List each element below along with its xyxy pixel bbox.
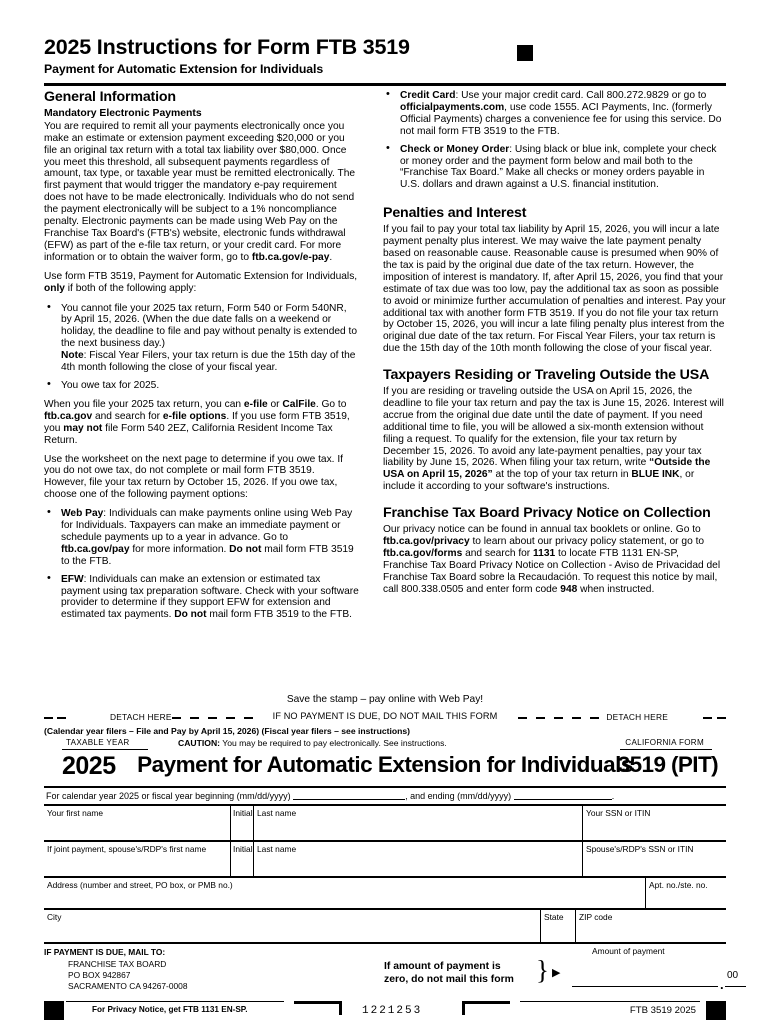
page-title: 2025 Instructions for Form FTB 3519 [44,35,410,59]
form-year: 2025 [62,752,116,780]
address-row[interactable] [44,876,726,908]
divider [253,842,254,876]
initial-label: Initial [233,808,253,818]
credit-card-text-2: , use code 1555. ACI Payments, Inc. (formerly Official Payments) charges a convenience fee for using this service. Do not mail form FTB 3519 to the FTB. [400,101,722,137]
may-not-bold: may not [63,422,103,434]
right-column [383,90,726,603]
eligibility-bullet-list [44,303,359,392]
address-label: Address (number and street, PO box, or PMB no.) [47,880,233,890]
webpay-text-3: mail form FTB 3519 to the FTB. [61,543,354,567]
taxable-year-underline [62,749,148,750]
detach-here-row [44,710,726,722]
fiscal-year-line [44,788,726,804]
decimal-point: . [720,977,724,992]
donot-bold-webpay: Do not [229,543,262,555]
taxable-year-label: TAXABLE YEAR [66,738,130,747]
last-name-label: Last name [257,808,297,818]
fiscal-year-end-label: , and ending (mm/dd/yyyy) [405,791,512,801]
california-form-label: CALIFORNIA FORM [625,738,704,747]
divider [582,806,583,840]
privacy-note-rule [66,1001,284,1002]
efile-text-2: or [267,398,283,410]
credit-card-label: Credit Card [400,90,456,101]
ftb-link-bold: ftb.ca.gov [44,410,93,422]
privacy-text-2: to learn about our privacy policy statement, or go to [469,536,705,547]
save-the-stamp-note: Save the stamp – pay online with Web Pay! [286,694,484,705]
list-item [44,380,359,392]
epay-link: ftb.ca.gov/e-pay [251,251,330,263]
check-money-order-label: Check or Money Order [400,143,510,155]
cents-underline [725,986,746,987]
name-row-1[interactable] [44,804,726,840]
form-number: 3519 (PIT) [617,752,718,777]
privacy-text-4: to locate FTB 1131 EN-SP, Franchise Tax Board Privacy Notice on Collection - Aviso de Privacidad del Franchise Tax Board sobre la Recaudación. To request this notice by mail, call 800.338.0505 and enter form code [383,547,721,595]
zero-note-line-1: If amount of payment is [384,961,501,972]
black-block-right-icon [706,1001,726,1020]
caution-row [44,737,726,750]
registration-corner-mark-right-icon [462,1001,510,1015]
efile-text-6: file Form 540 2EZ, California Resident Income Tax Return. [44,422,333,446]
efile-text-5: . If you use form FTB 3519, you [44,410,350,434]
paragraph-outside-usa [383,386,726,493]
fiscal-year-begin-label: For calendar year 2025 or fiscal year beginning (mm/dd/yyyy) [46,791,291,801]
privacy-text-3: and search for [462,547,534,559]
right-triangle-arrow-icon: ▶ [552,967,561,979]
detach-here-left-label: DETACH HERE [110,712,172,722]
city-state-zip-row[interactable] [44,908,726,942]
note-text: : Fiscal Year Filers, your tax return is due the 15th day of the 4th month following the close of your fiscal year. [61,350,356,374]
detach-here-right-label: DETACH HERE [606,712,668,722]
paragraph-worksheet: Use the worksheet on the next page to determine if you owe tax. If you do not owe tax, do not complete or mail form FTB 3519. However, file your tax return by October 15, 2026. If you owe tax, choose one of the following payment options: [44,453,344,501]
city-label: City [47,912,62,922]
payment-options-bullet-list-continued [383,90,726,191]
outside-usa-quote-bold: “Outside the USA on April 15, 2026” [383,457,711,481]
state-label: State [544,912,564,922]
divider [230,842,231,876]
black-square-marker-icon [517,45,533,61]
document-header [44,36,726,76]
name-row-2-spouse[interactable] [44,840,726,876]
efw-text-1: : Individuals can make an extension or estimated tax payment using tax preparation software. Check with your software provider to determine if they support EFW for extension and estimated tax payments. [61,573,359,621]
use-form-text: Use form FTB 3519, Payment for Automatic Extension for Individuals, [44,270,358,282]
list-item [383,144,726,192]
subheading-mandatory-electronic-payments: Mandatory Electronic Payments [44,107,202,119]
page-subtitle: Payment for Automatic Extension for Individuals [44,62,324,77]
outside-usa-text-3: , or include it according to your software's instructions. [383,469,695,493]
bullet-cannot-file-text: You cannot file your 2025 tax return, Form 540 or Form 540NR, by April 15, 2026. (When the due date falls on a weekend or holiday, the deadline to file and pay without penalty is extended to the next business day.) [61,302,358,350]
your-first-name-label: Your first name [47,808,104,818]
paragraph-penalties-and-interest: If you fail to pay your total tax liability by April 15, 2026, you will incur a late payment penalty plus interest. We may waive the late payment penalty based on reasonable cause. Reasonable cause is presumed when 90% of the tax is paid by the original due date of the tax return. However, the imposition of interest is mandatory. If, after April 15, 2026, you find that your estimate of tax due was too low, pay the additional tax as soon as possible to avoid or minimize further accumulation of penalties and interest. Pay your additional tax with another form FTB 3519. If you do not file your tax return by October 15, 2026, you will incur a late filing penalty plus interest from the original due date of the tax return. For Fiscal Year Filers, your tax return is due the 15th day of the 10th month following the close of your fiscal year. [383,224,726,355]
efile-text-1: When you file your 2025 tax return, you can [44,398,244,410]
black-block-left-icon [44,1001,64,1020]
caution-notice [178,738,447,748]
efw-label: EFW [61,573,84,585]
paragraph-privacy-notice [383,524,726,595]
efw-text-2: mail form FTB 3519 to the FTB. [206,609,353,621]
no-payment-due-notice: IF NO PAYMENT IS DUE, DO NOT MAIL THIS FORM [272,711,498,721]
privacy-text-5: when instructed. [577,583,655,595]
section-heading-outside-usa: Taxpayers Residing or Traveling Outside the USA [383,367,710,384]
privacy-text-1: Our privacy notice can be found in annual tax booklets or online. Go to [383,524,701,536]
privacy-link-1: ftb.ca.gov/privacy [383,536,470,547]
zip-label: ZIP code [579,912,613,922]
form-footer-rule [520,1001,700,1002]
spouse-first-name-label: If joint payment, spouse's/RDP's first name [47,844,207,854]
your-ssn-label: Your SSN or ITIN [586,808,651,818]
section-heading-general-information: General Information [44,89,176,105]
webpay-text-1: : Individuals can make payments online using Web Pay for Individuals. Taxpayers can make an immediate payment or schedule payments up to a year in advance. Go to [61,508,353,543]
divider [575,910,576,942]
amount-of-payment-label: Amount of payment [592,946,665,956]
divider [230,806,231,840]
amount-of-payment-input[interactable] [572,986,718,987]
form-1131-bold: 1131 [533,547,556,559]
spouse-ssn-label: Spouse's/RDP's SSN or ITIN [586,844,694,854]
donot-bold-efw: Do not [174,609,207,621]
zero-note-line-2: zero, do not mail this form [384,974,514,985]
webpay-text-2: for more information. [129,543,230,555]
use-form-text-cont: if both of the following apply: [64,282,197,294]
mandatory-epay-text: You are required to remit all your payments electronically once you make an estimate or extension payment exceeding $20,000 or you file an original tax return with a total tax liability over $80,000. Once you meet this threshold, all subsequent payments regardless of amount, tax type, or taxable year must be remitted electronically. The first payment that would trigger the mandatory e-pay requirement does not have to be made electronically. Individuals who do not send the payment electronically will be subject to a 1% noncompliance penalty. Electronic payments can be made using Web Pay on the Franchise Tax Board's (FTB's) website, electronic funds withdrawal (EFW) as part of the e-file tax return, or your credit card. For more information or to obtain the waiver form, go to [44,120,356,263]
payment-options-bullet-list [44,508,359,621]
paragraph-mandatory-epay [44,121,359,264]
form-title: Payment for Automatic Extension for Individuals [137,752,633,777]
caution-label: CAUTION: [178,738,221,748]
outside-usa-text-2: at the top of your tax return in [492,469,632,481]
form-title-row [44,752,726,786]
divider [645,878,646,908]
mail-to-label: IF PAYMENT IS DUE, MAIL TO: [44,947,166,957]
divider [582,842,583,876]
mail-to-and-amount-row[interactable] [44,942,739,996]
webpay-link: ftb.ca.gov/pay [61,543,130,555]
list-item [44,574,359,622]
outside-usa-text-1: If you are residing or traveling outside the USA on April 15, 2026, the deadline to file your tax return and pay the tax is June 15, 2026. Interest will accrue from the original due date until the date of payment. If you need additional time to file, you will be allowed a six-month extension without filing a request. To qualify for the extension, file your tax return by December 15, 2026. To avoid any late-payment penalties, pay your tax liability by June 15, 2026. When filing your tax return, write [383,386,724,469]
efile-text-3: . Go to [315,398,347,410]
mail-addr-line-1: FRANCHISE TAX BOARD [68,959,167,969]
initial-label-2: Initial [233,844,253,854]
list-item [44,303,359,374]
credit-card-text-1: : Use your major credit card. Call 800.272.9829 or go to [455,90,707,101]
divider [253,806,254,840]
header-divider [44,83,726,86]
mail-addr-line-2: PO BOX 942867 [68,970,131,980]
registration-corner-mark-left-icon [294,1001,342,1015]
bullet-owe-tax-text: You owe tax for 2025. [61,379,160,391]
efile-bold: e-file [243,398,268,410]
form-footer-bar [44,998,726,1024]
list-item [44,508,359,568]
curly-brace-icon: } [536,955,549,985]
paragraph-use-form-3519 [44,271,359,295]
form-barcode-number: 1221253 [362,1005,423,1017]
officialpayments-link: officialpayments.com [400,101,505,113]
calfile-bold: CalFile [282,398,316,410]
payment-voucher-form [44,726,739,1024]
form-footer-id: FTB 3519 2025 [629,1005,696,1016]
divider [540,910,541,942]
fiscal-year-period: . [611,791,615,801]
list-item [383,90,726,138]
epay-period: . [329,251,333,263]
blue-ink-bold: BLUE INK [631,469,680,481]
webpay-label: Web Pay [61,508,104,520]
privacy-link-2: ftb.ca.gov/forms [383,547,463,559]
mail-addr-line-3: SACRAMENTO CA 94267-0008 [68,981,188,991]
california-form-underline [620,749,712,750]
privacy-notice-footer: For Privacy Notice, get FTB 1131 EN-SP. [92,1005,248,1014]
efile-options-bold: e-file options [162,410,227,422]
calendar-year-filers-note: (Calendar year filers – File and Pay by April 15, 2026) (Fiscal year filers – see instructions) [44,726,411,736]
section-heading-penalties-and-interest: Penalties and Interest [383,205,527,222]
last-name-label-2: Last name [257,844,297,854]
form-code-948-bold: 948 [560,583,578,595]
fiscal-year-begin-input[interactable] [293,790,405,800]
only-emphasis: only [44,282,65,294]
left-column [44,90,359,628]
section-heading-privacy-notice: Franchise Tax Board Privacy Notice on Collection [383,505,711,522]
note-label: Note [61,350,84,362]
caution-text: You may be required to pay electronically. See instructions. [220,738,447,748]
cents-value: 00 [727,970,739,981]
zero-payment-note [384,960,514,986]
efile-text-4: and search for [92,410,163,422]
apt-no-label: Apt. no./ste. no. [649,880,708,890]
fiscal-year-end-input[interactable] [514,790,612,800]
paragraph-efile-calfile [44,399,359,447]
check-money-order-text: : Using black or blue ink, complete your check or money order and the payment form below and mail both to the “Franchise Tax Board.” Make all checks or money orders payable in U.S. dollars and drawn against a U.S. financial institution. [400,143,717,191]
